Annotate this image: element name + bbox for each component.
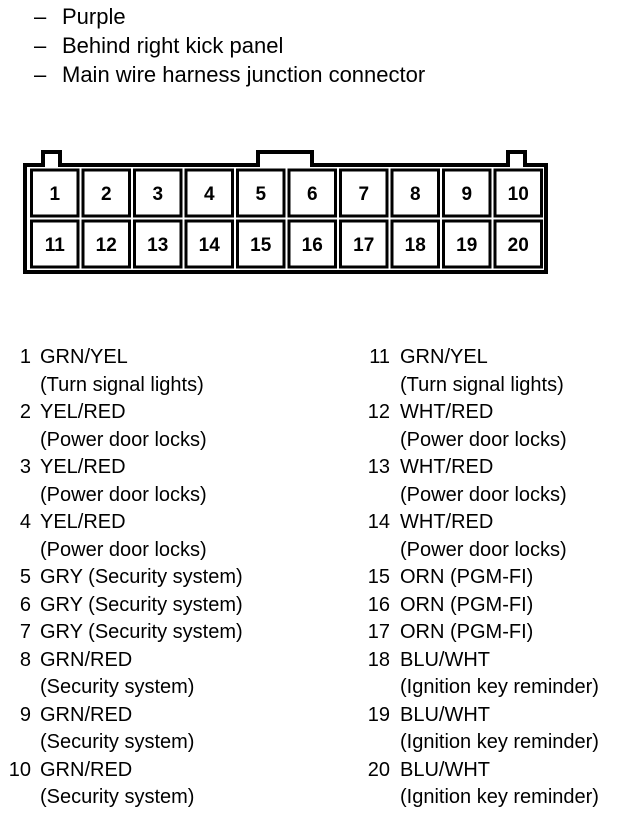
terminal-entry [360, 592, 640, 620]
pin-number: 4 [203, 184, 215, 205]
terminal-entry [4, 454, 324, 509]
terminal-wire-description: ORN (PGM-FI) [400, 593, 534, 616]
note-connector-name: – Main wire harness junction connector [34, 60, 425, 89]
terminal-circuit-description: (Power door locks) [40, 428, 207, 451]
terminal-wire-description: YEL/RED [40, 456, 126, 478]
pin-number: 18 [404, 235, 426, 256]
terminal-circuit-description: (Power door locks) [40, 538, 207, 561]
terminal-entry [4, 509, 324, 564]
terminal-entry [360, 564, 640, 592]
terminal-circuit-description: (Ignition key reminder) [400, 786, 599, 808]
terminal-circuit-description: (Ignition key reminder) [400, 731, 599, 753]
terminal-wire-description: BLU/WHT [400, 758, 490, 781]
terminal-number: 1 [19, 346, 31, 368]
terminal-circuit-description: (Ignition key reminder) [400, 676, 599, 698]
terminal-entry [4, 757, 324, 812]
terminal-number: 5 [19, 566, 31, 588]
pin-number: 13 [147, 235, 169, 256]
terminal-entry [360, 454, 640, 509]
pin-number: 10 [507, 184, 529, 205]
terminal-wire-description: GRY (Security system) [40, 593, 243, 616]
terminal-entry [4, 702, 324, 757]
pin-number: 1 [49, 184, 61, 205]
terminal-number: 12 [367, 401, 390, 423]
terminal-number: 14 [367, 511, 390, 533]
terminal-entry [360, 399, 640, 454]
terminal-number: 9 [19, 703, 31, 726]
terminal-entry [4, 344, 324, 399]
terminal-wire-description: WHT/RED [400, 511, 494, 533]
terminal-circuit-description: (Power door locks) [400, 538, 567, 561]
terminal-wire-description: GRN/YEL [400, 346, 488, 368]
terminal-circuit-description: (Turn signal lights) [400, 373, 564, 396]
pin-number: 9 [461, 184, 473, 205]
terminal-entry [4, 399, 324, 454]
terminal-entry [360, 344, 640, 399]
terminal-wire-description: GRN/RED [40, 758, 133, 781]
pin-number: 16 [301, 235, 323, 256]
terminal-wire-description: GRN/YEL [40, 346, 128, 368]
terminal-wire-description: BLU/WHT [400, 703, 490, 726]
terminal-number: 10 [8, 758, 31, 781]
connector-face-diagram [0, 0, 640, 300]
terminal-wire-description: ORN (PGM-FI) [400, 621, 534, 643]
terminal-circuit-description: (Power door locks) [400, 483, 567, 506]
terminal-wire-description: GRN/RED [40, 648, 133, 671]
terminal-entry [360, 702, 640, 757]
terminal-number: 3 [19, 456, 31, 478]
note-location: – Behind right kick panel [34, 31, 425, 60]
terminal-entry [4, 647, 324, 702]
terminal-number: 17 [367, 621, 390, 643]
pin-number: 11 [44, 235, 65, 256]
pin-number: 17 [353, 235, 375, 256]
terminal-number: 20 [367, 758, 390, 781]
terminal-wire-description: WHT/RED [400, 401, 494, 423]
pin-number: 14 [198, 235, 220, 256]
pin-number: 12 [95, 235, 117, 256]
terminal-wire-description: GRN/RED [40, 703, 133, 726]
terminal-entry [360, 647, 640, 702]
terminal-wire-description: ORN (PGM-FI) [400, 566, 534, 588]
terminal-circuit-description: (Power door locks) [400, 428, 567, 451]
terminal-number: 4 [19, 511, 31, 533]
pin-number: 20 [507, 235, 529, 256]
terminal-number: 2 [19, 401, 31, 423]
terminal-number: 19 [367, 703, 390, 726]
terminal-circuit-description: (Security system) [40, 786, 195, 808]
pin-number: 19 [456, 235, 478, 256]
terminal-number: 16 [367, 593, 390, 616]
terminal-entry [360, 757, 640, 812]
connector-pin-cells [32, 170, 542, 267]
terminal-wire-description: YEL/RED [40, 401, 126, 423]
pin-number: 2 [100, 184, 112, 205]
terminal-entry [4, 592, 324, 620]
terminal-entry [360, 509, 640, 564]
terminal-entry [4, 619, 324, 647]
terminal-number: 18 [367, 648, 390, 671]
terminal-circuit-description: (Power door locks) [40, 483, 207, 506]
terminal-number: 13 [367, 456, 390, 478]
terminal-circuit-description: (Security system) [40, 676, 195, 698]
terminal-wire-description: WHT/RED [400, 456, 494, 478]
terminal-number: 6 [19, 593, 31, 616]
terminal-wire-description: YEL/RED [40, 511, 126, 533]
terminal-list-right [360, 344, 640, 812]
terminal-circuit-description: (Turn signal lights) [40, 373, 204, 396]
terminal-number: 8 [19, 648, 31, 671]
terminal-number: 11 [369, 346, 390, 368]
terminal-entry [4, 564, 324, 592]
pin-number: 7 [358, 184, 370, 205]
terminal-list-left [4, 344, 324, 812]
pin-number: 6 [306, 184, 318, 205]
pin-number: 5 [255, 184, 267, 205]
terminal-number: 7 [19, 621, 31, 643]
terminal-circuit-description: (Security system) [40, 731, 195, 753]
terminal-wire-description: GRY (Security system) [40, 566, 243, 588]
pin-number: 8 [409, 184, 421, 205]
terminal-number: 15 [367, 566, 390, 588]
pin-number: 3 [152, 184, 164, 205]
terminal-wire-description: BLU/WHT [400, 648, 490, 671]
terminal-entry [360, 619, 640, 647]
pin-number: 15 [250, 235, 272, 256]
note-color: – Purple [34, 2, 425, 31]
terminal-wire-description: GRY (Security system) [40, 621, 243, 643]
